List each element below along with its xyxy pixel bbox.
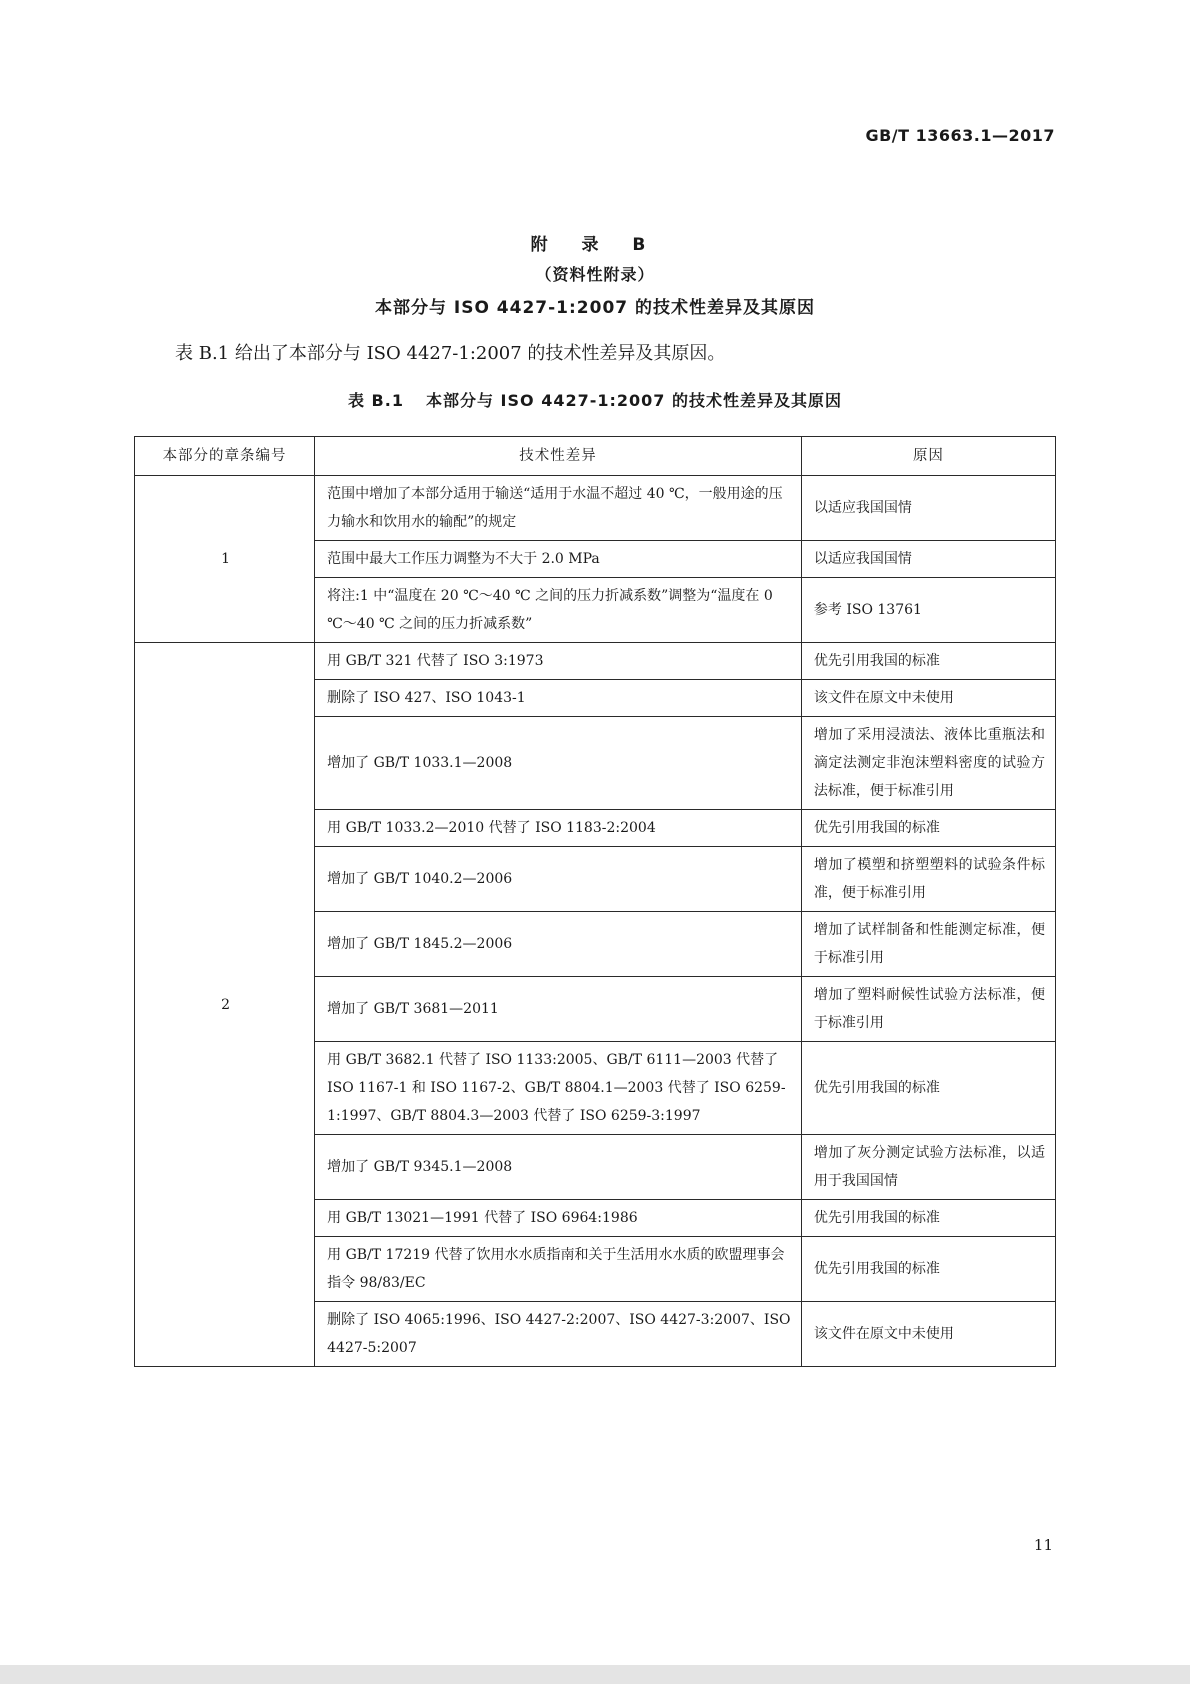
reason-cell: 增加了模塑和挤塑塑料的试验条件标准，便于标准引用 xyxy=(801,847,1055,912)
header-clause: 本部分的章条编号 xyxy=(135,437,315,476)
reason-cell: 优先引用我国的标准 xyxy=(801,1200,1055,1237)
difference-cell: 将注:1 中“温度在 20 ℃～40 ℃ 之间的压力折减系数”调整为“温度在 0 ℃～40 ℃ 之间的压力折减系数” xyxy=(315,578,802,643)
reason-cell: 优先引用我国的标准 xyxy=(801,1237,1055,1302)
difference-cell: 用 GB/T 321 代替了 ISO 3:1973 xyxy=(315,643,802,680)
page-bottom-band xyxy=(0,1665,1190,1684)
clause-number-cell: 2 xyxy=(135,643,315,1367)
table-row xyxy=(135,476,1056,541)
clause-number-cell: 1 xyxy=(135,476,315,643)
page-number: 11 xyxy=(1033,1536,1053,1554)
appendix-type: （资料性附录） xyxy=(535,265,655,284)
difference-cell: 范围中最大工作压力调整为不大于 2.0 MPa xyxy=(315,541,802,578)
reason-cell: 该文件在原文中未使用 xyxy=(801,1302,1055,1367)
reason-cell: 参考 ISO 13761 xyxy=(801,578,1055,643)
difference-cell: 增加了 GB/T 3681—2011 xyxy=(315,977,802,1042)
appendix-heading: 本部分与 ISO 4427-1:2007 的技术性差异及其原因 xyxy=(374,298,816,318)
reason-cell: 增加了采用浸渍法、液体比重瓶法和滴定法测定非泡沫塑料密度的试验方法标准，便于标准引用 xyxy=(801,717,1055,810)
reason-cell: 以适应我国国情 xyxy=(801,476,1055,541)
reason-cell: 以适应我国国情 xyxy=(801,541,1055,578)
table-header-row xyxy=(135,437,1056,476)
reason-cell: 该文件在原文中未使用 xyxy=(801,680,1055,717)
difference-cell: 用 GB/T 1033.2—2010 代替了 ISO 1183-2:2004 xyxy=(315,810,802,847)
reason-cell: 增加了试样制备和性能测定标准，便于标准引用 xyxy=(801,912,1055,977)
difference-cell: 增加了 GB/T 1845.2—2006 xyxy=(315,912,802,977)
difference-cell: 增加了 GB/T 9345.1—2008 xyxy=(315,1135,802,1200)
table-body xyxy=(135,476,1056,1367)
standard-number: GB/T 13663.1—2017 xyxy=(865,126,1055,145)
differences-table xyxy=(134,436,1056,1367)
table-row xyxy=(135,643,1056,680)
reason-cell: 优先引用我国的标准 xyxy=(801,1042,1055,1135)
table-caption-number: 表 B.1 xyxy=(347,391,404,410)
difference-cell: 用 GB/T 17219 代替了饮用水水质指南和关于生活用水水质的欧盟理事会指令 98/83/EC xyxy=(315,1237,802,1302)
reason-cell: 优先引用我国的标准 xyxy=(801,643,1055,680)
header-reason: 原因 xyxy=(801,437,1055,476)
difference-cell: 删除了 ISO 427、ISO 1043-1 xyxy=(315,680,802,717)
header-difference: 技术性差异 xyxy=(315,437,802,476)
difference-cell: 增加了 GB/T 1040.2—2006 xyxy=(315,847,802,912)
difference-cell: 用 GB/T 13021—1991 代替了 ISO 6964:1986 xyxy=(315,1200,802,1237)
appendix-title: 附 录 B xyxy=(530,235,660,255)
table-caption xyxy=(0,388,1190,411)
reason-cell: 优先引用我国的标准 xyxy=(801,810,1055,847)
difference-cell: 增加了 GB/T 1033.1—2008 xyxy=(315,717,802,810)
table-caption-text: 本部分与 ISO 4427-1:2007 的技术性差异及其原因 xyxy=(425,391,842,410)
reason-cell: 增加了灰分测定试验方法标准，以适用于我国国情 xyxy=(801,1135,1055,1200)
intro-paragraph: 表 B.1 给出了本部分与 ISO 4427-1:2007 的技术性差异及其原因。 xyxy=(175,343,726,364)
difference-cell: 用 GB/T 3682.1 代替了 ISO 1133:2005、GB/T 6111—2003 代替了 ISO 1167-1 和 ISO 1167-2、GB/T 8804.1—2003 代替了 ISO 6259-1:1997、GB/T 8804.3—2003 代替了 ISO 6259-3:1997 xyxy=(315,1042,802,1135)
reason-cell: 增加了塑料耐候性试验方法标准，便于标准引用 xyxy=(801,977,1055,1042)
difference-cell: 范围中增加了本部分适用于输送“适用于水温不超过 40 ℃，一般用途的压力输水和饮用水的输配”的规定 xyxy=(315,476,802,541)
difference-cell: 删除了 ISO 4065:1996、ISO 4427-2:2007、ISO 4427-3:2007、ISO 4427-5:2007 xyxy=(315,1302,802,1367)
